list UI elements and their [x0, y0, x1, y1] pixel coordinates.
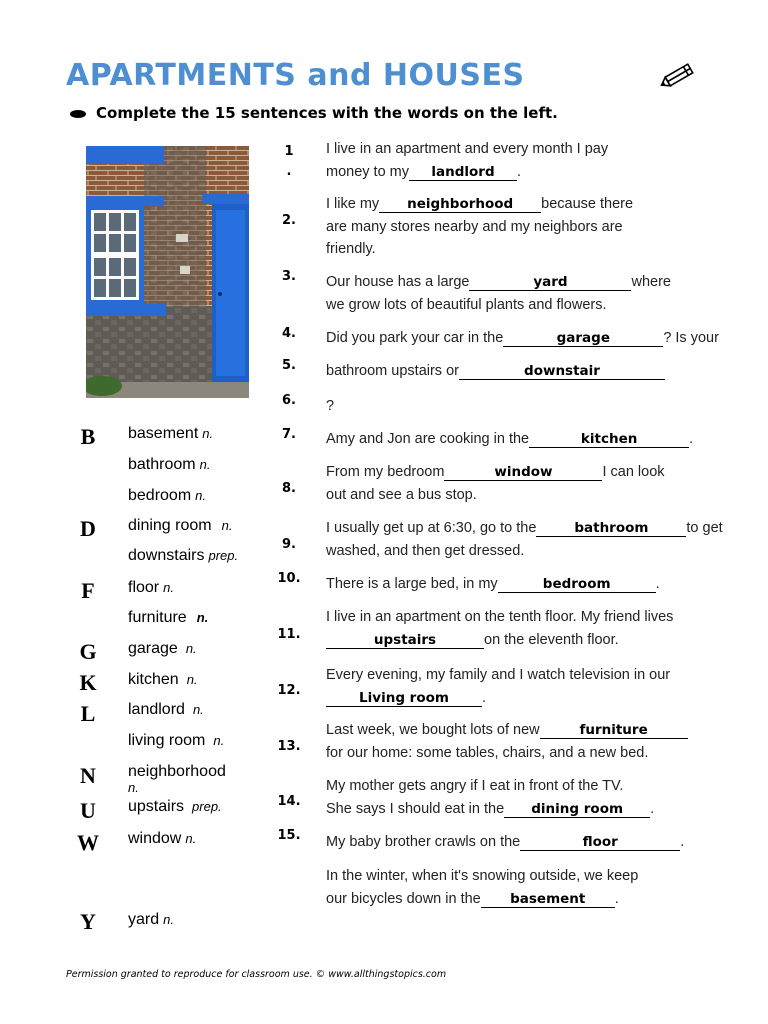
word-pos: n.: [195, 488, 206, 503]
word-item: [128, 487, 206, 505]
question-number: 13.: [277, 739, 301, 754]
answer-blank: furniture: [540, 722, 688, 739]
sentence-4-continued: bathroom upstairs or downstair: [326, 360, 665, 383]
answer-blank: upstairs: [326, 632, 484, 649]
answer-blank: yard: [469, 274, 631, 291]
word-item: [128, 798, 222, 816]
word-letter: K: [79, 670, 97, 695]
question-number: 5.: [282, 358, 296, 373]
word-text: floor: [128, 579, 160, 596]
word-pos: n.: [163, 912, 174, 927]
answer-blank: bedroom: [498, 576, 656, 593]
answer-blank: Living room: [326, 690, 482, 707]
sentence-7: I usually get up at 6:30, go to the bathroom to get washed, and then get dressed.: [326, 520, 723, 559]
pencil-icon: [658, 58, 700, 92]
instruction-text: Complete the 15 sentences with the words on the left.: [96, 104, 558, 122]
word-text: bedroom: [128, 487, 192, 504]
answer-blank: downstair: [459, 363, 665, 380]
question-number: 10.: [277, 571, 301, 586]
question-number: 15.: [277, 828, 301, 843]
sentence-3: Our house has a large yard where we grow lots of beautiful plants and flowers.: [326, 274, 671, 313]
word-text: kitchen: [128, 671, 179, 688]
answer-blank: dining room: [504, 801, 650, 818]
word-pos: n.: [213, 733, 225, 748]
word-pos: n.: [186, 672, 198, 687]
question-number: 12.: [277, 683, 301, 698]
word-item: [128, 763, 226, 795]
question-number: 4.: [282, 326, 296, 341]
question-number: 8.: [282, 481, 296, 496]
sentence-10: Every evening, my family and I watch television in our Living room .: [326, 667, 671, 706]
word-text: landlord: [128, 701, 185, 718]
word-letter: N: [80, 763, 96, 788]
word-text: window: [128, 830, 182, 847]
answer-blank: bathroom: [536, 520, 686, 537]
word-text: dining room: [128, 517, 212, 534]
word-letter: W: [77, 830, 99, 855]
sentence-6: From my bedroom window I can look out and see a bus stop.: [326, 464, 665, 503]
sentence-8: There is a large bed, in my bedroom .: [326, 576, 660, 592]
answer-blank: garage: [503, 330, 663, 347]
sentence-14: In the winter, when it's snowing outside, we keep our bicycles down in the basement .: [326, 868, 639, 907]
word-item: [128, 732, 224, 750]
sentence-4-end: ?: [326, 398, 335, 414]
question-number: 1 .: [284, 144, 294, 179]
word-pos: prep.: [192, 799, 222, 814]
word-item: [128, 640, 197, 658]
word-text: upstairs: [128, 798, 185, 815]
word-pos: n.: [199, 457, 211, 472]
word-item: [128, 425, 213, 443]
instruction-bullet: [70, 110, 86, 118]
word-item: [128, 701, 204, 719]
word-letter: B: [80, 424, 96, 449]
word-letter: L: [80, 701, 96, 726]
sentence-9: I live in an apartment on the tenth floor. My friend lives upstairs on the eleventh floor.: [326, 609, 674, 648]
word-pos: n.: [202, 426, 214, 441]
word-pos: n.: [185, 641, 197, 656]
word-text: neighborhood: [128, 763, 226, 780]
word-item: [128, 456, 210, 474]
question-number: 7.: [282, 427, 296, 442]
word-pos: n.: [128, 780, 139, 795]
question-number: 2.: [282, 213, 296, 228]
answer-blank: window: [444, 464, 602, 481]
word-pos: n.: [163, 580, 174, 595]
word-item: [128, 671, 198, 689]
word-item: [128, 609, 208, 627]
word-text: yard: [128, 911, 160, 928]
answer-blank: neighborhood: [379, 196, 541, 213]
sentence-1: I live in an apartment and every month I pay money to my landlord .: [326, 141, 609, 180]
word-letter: U: [80, 798, 96, 823]
house-photo: [86, 146, 249, 398]
word-letter: G: [79, 639, 97, 664]
word-text: downstairs: [128, 547, 205, 564]
sentence-13: My baby brother crawls on the floor .: [326, 834, 685, 850]
question-number: 9.: [282, 537, 296, 552]
word-pos: n.: [196, 610, 209, 625]
word-item: [128, 579, 174, 597]
answer-blank: landlord: [409, 164, 517, 181]
word-letter: D: [80, 516, 96, 541]
sentence-12: My mother gets angry if I eat in front of the TV. She says I should eat in the dining room .: [326, 778, 655, 817]
word-item: [128, 830, 196, 848]
page-title: APARTMENTS and HOUSES: [66, 58, 525, 93]
word-letter: F: [81, 578, 95, 603]
word-item: [128, 911, 174, 929]
question-number: 3.: [282, 269, 296, 284]
sentence-2: I like my neighborhood because there are many stores nearby and my neighbors are friendly.: [326, 196, 634, 257]
word-item: [128, 547, 238, 565]
question-number: 11.: [277, 627, 301, 642]
question-number: 6.: [282, 393, 296, 408]
word-text: basement: [128, 425, 199, 442]
answer-blank: floor: [520, 834, 680, 851]
sentence-4: Did you park your car in the garage ? Is your: [326, 330, 719, 346]
answer-blank: basement: [481, 891, 615, 908]
word-pos: n.: [185, 831, 197, 846]
sentence-5: Amy and Jon are cooking in the kitchen .: [326, 431, 694, 447]
word-pos: n.: [192, 702, 204, 717]
word-letter: Y: [80, 909, 96, 934]
word-text: garage: [128, 640, 178, 657]
sentence-11: Last week, we bought lots of new furniture for our home: some tables, chairs, and a new bed.: [326, 719, 688, 764]
word-text: bathroom: [128, 456, 196, 473]
word-pos: prep.: [208, 548, 239, 563]
answer-blank: kitchen: [529, 431, 689, 448]
word-text: furniture: [128, 609, 187, 626]
word-item: [128, 517, 232, 535]
word-pos: n.: [221, 518, 233, 533]
word-text: living room: [128, 732, 206, 749]
footer-permission: Permission granted to reproduce for classroom use. © www.allthingstopics.com: [66, 969, 447, 980]
question-number: 14.: [277, 794, 301, 809]
